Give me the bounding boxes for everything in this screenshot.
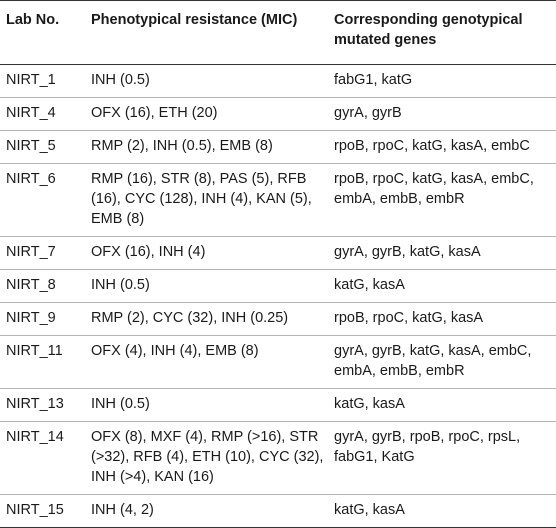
cell-lab-no: NIRT_1: [0, 65, 91, 98]
cell-genotypical: gyrA, gyrB, katG, kasA, embC, embA, embB, embR: [334, 336, 556, 389]
header-row: [0, 1, 556, 65]
cell-genotypical: gyrA, gyrB, rpoB, rpoC, rpsL, fabG1, KatG: [334, 422, 556, 495]
cell-lab-no: NIRT_11: [0, 336, 91, 389]
cell-genotypical: rpoB, rpoC, katG, kasA: [334, 303, 556, 336]
cell-phenotypical: OFX (8), MXF (4), RMP (>16), STR (>32), RFB (4), ETH (10), CYC (32), INH (>4), KAN (16): [91, 422, 334, 495]
table-row: [0, 495, 556, 528]
table-row: [0, 98, 556, 131]
table-row: [0, 237, 556, 270]
cell-phenotypical: OFX (4), INH (4), EMB (8): [91, 336, 334, 389]
cell-phenotypical: OFX (16), ETH (20): [91, 98, 334, 131]
cell-genotypical: katG, kasA: [334, 270, 556, 303]
table-row: [0, 422, 556, 495]
cell-phenotypical: RMP (16), STR (8), PAS (5), RFB (16), CYC (128), INH (4), KAN (5), EMB (8): [91, 164, 334, 237]
cell-lab-no: NIRT_8: [0, 270, 91, 303]
cell-phenotypical: INH (0.5): [91, 389, 334, 422]
cell-genotypical: katG, kasA: [334, 495, 556, 528]
cell-phenotypical: RMP (2), INH (0.5), EMB (8): [91, 131, 334, 164]
cell-lab-no: NIRT_4: [0, 98, 91, 131]
cell-phenotypical: INH (4, 2): [91, 495, 334, 528]
cell-phenotypical: INH (0.5): [91, 270, 334, 303]
table-row: [0, 336, 556, 389]
cell-lab-no: NIRT_7: [0, 237, 91, 270]
cell-lab-no: NIRT_5: [0, 131, 91, 164]
cell-phenotypical: RMP (2), CYC (32), INH (0.25): [91, 303, 334, 336]
cell-phenotypical: OFX (16), INH (4): [91, 237, 334, 270]
cell-genotypical: gyrA, gyrB, katG, kasA: [334, 237, 556, 270]
cell-genotypical: rpoB, rpoC, katG, kasA, embC, embA, embB, embR: [334, 164, 556, 237]
cell-genotypical: rpoB, rpoC, katG, kasA, embC: [334, 131, 556, 164]
header-lab-no: Lab No.: [0, 1, 91, 65]
cell-lab-no: NIRT_9: [0, 303, 91, 336]
header-genotypical-genes: Corresponding genotypical mutated genes: [334, 1, 556, 65]
cell-genotypical: katG, kasA: [334, 389, 556, 422]
table-row: [0, 270, 556, 303]
table-body: [0, 65, 556, 528]
table-row: [0, 303, 556, 336]
cell-genotypical: gyrA, gyrB: [334, 98, 556, 131]
header-phenotypical-resistance: Phenotypical resistance (MIC): [91, 1, 334, 65]
table-row: [0, 164, 556, 237]
cell-lab-no: NIRT_13: [0, 389, 91, 422]
table-row: [0, 131, 556, 164]
table-header: [0, 1, 556, 65]
cell-lab-no: NIRT_6: [0, 164, 91, 237]
cell-genotypical: fabG1, katG: [334, 65, 556, 98]
cell-lab-no: NIRT_14: [0, 422, 91, 495]
table-row: [0, 389, 556, 422]
table-row: [0, 65, 556, 98]
cell-phenotypical: INH (0.5): [91, 65, 334, 98]
cell-lab-no: NIRT_15: [0, 495, 91, 528]
